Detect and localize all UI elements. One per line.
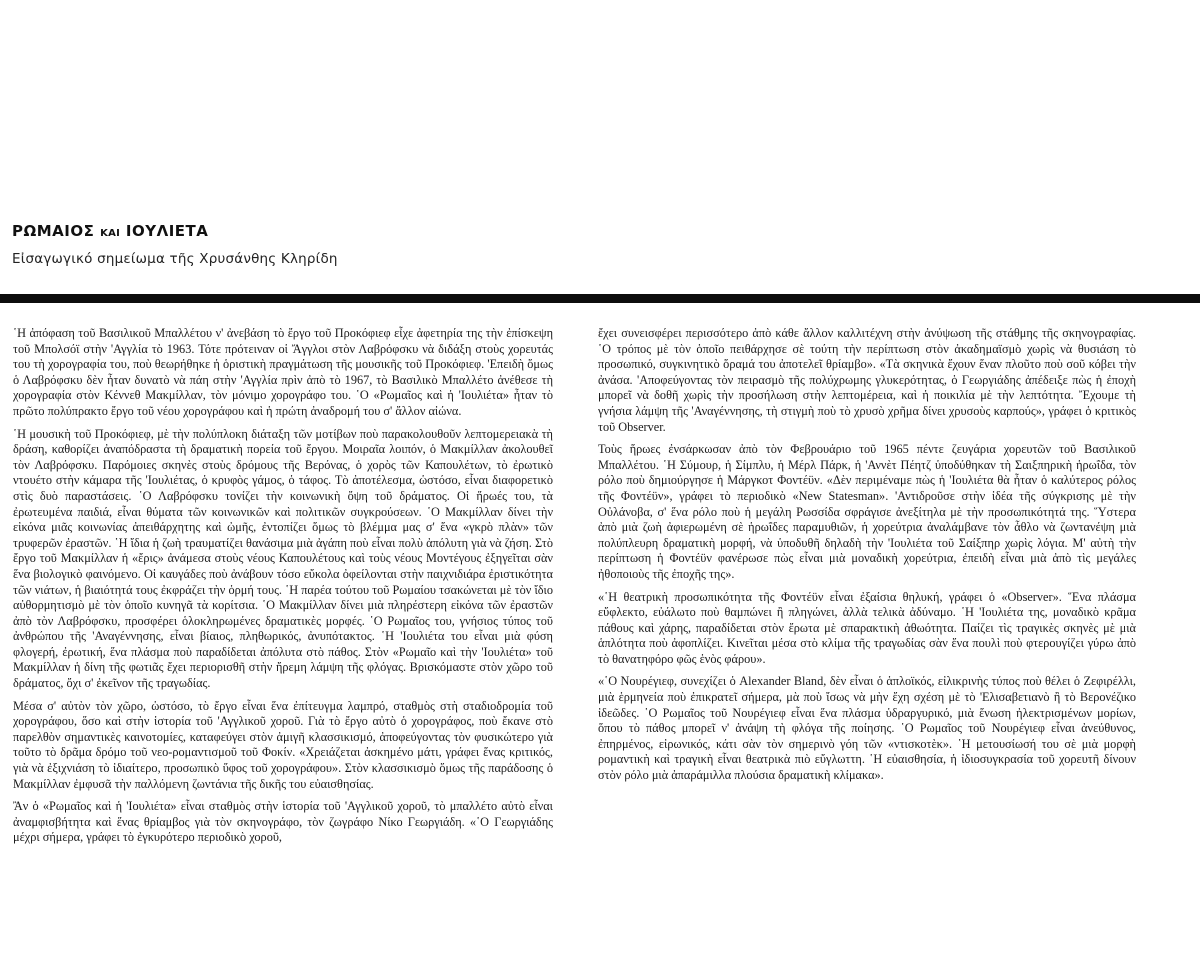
- paragraph: Τοὺς ἥρωες ἐνσάρκωσαν ἀπὸ τὸν Φεβρουάριο τοῦ 1965 πέντε ζευγάρια χορευτῶν τοῦ Βασιλικοῦ Μπαλλέτου. ῾Η Σύμουρ, ἡ Σίμπλυ, ἡ Μέρλ Πάρκ, ἡ 'Αννὲτ Πέητζ ὑποδύθηκαν τὴ Σαιξπηρικὴ ἡρωΐδα, τὸν ρόλο ποὺ δημιούργησε ἡ Μάργκοτ Φοντέϋν. «Δὲν περιμέναμε πὼς ἡ 'Ιουλιέτα θὰ ἦταν ὁ καλύτερος ρόλος τῆς Φοντέϋν», γράφει τὸ περιοδικὸ «New Statesman». 'Αντιδροῦσε στὴν ἰδέα τῆς σύγκρισης μὲ τὴν Οὐλάνοβα, σ' ἕνα ρόλο ποὺ ἡ μεγάλη Ρωσσίδα σφράγισε ἀνεξίτηλα μὲ τὴν προσωπικότητά της. Ὕστερα ἀπὸ μιὰ ζωὴ ἀφιερωμένη σὲ ἡρωΐδες παραμυθιῶν, ἡ χορεύτρια ἀναλάμβανε τὸν ἆθλο νὰ ζωντανέψη μιὰ πολύπλευρη δραματικὴ μορφή, νὰ ὑποδυθῆ δηλαδὴ τὴν 'Ιουλιέτα τοῦ Σαίξπηρ χωρὶς λόγια. Μ' αὐτὴ τὴν περίπτωση ἡ Φοντέϋν φανέρωσε πὼς εἶναι μιὰ μοναδικὴ χορεύτρια, ἐπειδὴ εἶναι μιὰ ἀπὸ τὶς μεγάλες ἠθοποιοὺς τῆς ἐποχῆς της».: [598, 442, 1136, 581]
- title-conjunction: ΚΑΙ: [100, 228, 121, 239]
- article-title: [12, 222, 338, 240]
- title-juliet: ΙΟΥΛΙΕΤΑ: [120, 222, 209, 240]
- paragraph: «῾Ο Νουρέγιεφ, συνεχίζει ὁ Alexander Bland, δὲν εἶναι ὁ ἁπλοϊκός, εἰλικρινὴς τύπος ποὺ θέλει ὁ Ζεφιρέλλι, μιὰ ἑρμηνεία ποὺ ἐπικρατεῖ σήμερα, μὰ ποὺ ἴσως νὰ μὴν ἔχη σχέση μὲ τὸ 'Ελισαβετιανὸ ἢ τὸ Βερονέζικο ἰδεῶδες. ῾Ο Ρωμαῖος τοῦ Νουρέγιεφ εἶναι ἕνα πλάσμα ὑδραργυρικό, μιὰ ἕνωση ἠλεκτρισμένων μορίων, ὅπου τὸ πάθος μπορεῖ ν' ἀνάψη τὴ φλόγα τῆς ποίησης. ῾Ο Ρωμαῖος τοῦ Νουρέγιεφ εἶναι ἀνεύθυνος, ἐπηρμένος, εἰρωνικός, κάτι σὰν τὸν σημερινὸ γόη τῶν «ντισκοτὲκ». ῾Η μετουσίωσή του σὲ μιὰ μορφὴ ρομαντικὴ καὶ τραγικὴ εἶναι θεατρικὰ πιὸ εὔγλωττη. ῾Η εὐαισθησία, ἡ ἰδιοσυγκρασία τοῦ χορευτῆ δίνουν στὸν ρόλο μιὰ ἀπαράμιλλα πλούσια δραματικὴ κλίμακα».: [598, 674, 1136, 783]
- paragraph: «῾Η θεατρικὴ προσωπικότητα τῆς Φοντέϋν εἶναι ἐξαίσια θηλυκή, γράφει ὁ «Observer». Ἕνα πλάσμα εὔφλεκτο, εὐάλωτο ποὺ θαμπώνει ἢ πληγώνει, ἀλλὰ τελικὰ ἀδύναμο. ῾Η 'Ιουλιέτα της, μοναδικὸ κρᾶμα πάθους καὶ χάρης, παραδίδεται στὸν ἔρωτα μὲ σπαρακτικὴ ἀθωότητα. Παίζει τὶς τραγικὲς σκηνὲς μὲ μιὰ ἁπλότητα ποὺ ἀφοπλίζει. Κινεῖται μέσα στὸ κλίμα τῆς τραγωδίας σὰν ἕνα πουλὶ ποὺ φτερουγίζει γύρω ἀπὸ τὸ θανατηφόρο φῶς ἑνὸς φάρου».: [598, 589, 1136, 666]
- paragraph: ῾Η ἀπόφαση τοῦ Βασιλικοῦ Μπαλλέτου ν' ἀνεβάση τὸ ἔργο τοῦ Προκόφιεφ εἶχε ἀφετηρία της τὴν ἐπίσκεψη τοῦ Μπολσόϊ στὴν 'Αγγλία τὸ 1963. Τότε πρότειναν οἱ Ἄγγλοι στὸν Λαβρόφσκυ νὰ διδάξη στοὺς χορευτάς του τὴ χορογραφία του, ποὺ θεωρήθηκε ἡ ὁριστικὴ πραγμάτωση τῆς μουσικῆς τοῦ Προκόφιεφ. 'Επειδὴ ὅμως ὁ Λαβρόφσκυ δὲν ἦταν δυνατὸ νὰ πάη στὴν 'Αγγλία πρὶν ἀπὸ τὸ 1967, τὸ Βασιλικὸ Μπαλλέτο ἀνέθεσε τὴ χορογραφία στὸν Κέννεθ Μακμίλλαν, τὸν μόνιμο χορογράφο του. ῾Ο «Ρωμαῖος καὶ ἡ 'Ιουλιέτα» ἦταν τὸ πρῶτο πολύπρακτο ἔργο τοῦ νέου χορογράφου καὶ ἡ πρώτη ἀναδρομή του σ' ἄλλον αἰώνα.: [13, 326, 553, 418]
- article-header: [12, 222, 338, 267]
- left-column: [13, 326, 553, 853]
- right-column: [598, 326, 1136, 791]
- article-subtitle: Εἰσαγωγικό σημείωμα τῆς Χρυσάνθης Κληρίδη: [12, 251, 338, 267]
- paragraph: Μέσα σ' αὐτὸν τὸν χῶρο, ὡστόσο, τὸ ἔργο εἶναι ἕνα ἐπίτευγμα λαμπρό, σταθμὸς στὴ σταδιοδρομία τοῦ χορογράφου, ὅσο καὶ στὴν ἱστορία τοῦ 'Αγγλικοῦ χοροῦ. Γιὰ τὸ ἔργο αὐτὸ ὁ χορογράφος, ποὺ ἔκανε στὸ παρελθὸν σημαντικὲς καινοτομίες, καταφεύγει στὸν ἀμιγῆ κλασσικισμό, ἀποφεύγοντας τὸν φυσικώτερο γιὰ τοῦτο τὸ δρᾶμα δρόμο τοῦ νεο-ρομαντισμοῦ τοῦ Φοκίν. «Χρειάζεται ἀσκημένο μάτι, γράφει ἕνας κριτικός, γιὰ νὰ ἐξιχνιάση τὸ ἰδιαίτερο, προσωπικὸ ὕφος τοῦ χορογράφου». Στὸν κλασσικισμὸ ὅμως τῆς παράδοσης ὁ Μακμίλλαν ἐμφυσᾶ τὴν παλλόμενη ζωντάνια τῆς δικῆς του εὐαισθησίας.: [13, 698, 553, 791]
- paragraph: Ἂν ὁ «Ρωμαῖος καὶ ἡ 'Ιουλιέτα» εἶναι σταθμὸς στὴν ἱστορία τοῦ 'Αγγλικοῦ χοροῦ, τὸ μπαλλέτο αὐτὸ εἶναι ἀναμφισβήτητα καὶ ἕνας θρίαμβος γιὰ τὸν σκηνογράφο, τὸν ζωγράφο Νίκο Γεωργιάδη. «῾Ο Γεωργιάδης μέχρι σήμερα, γράφει τὸ ἐγκυρότερο περιοδικὸ χοροῦ,: [13, 799, 553, 845]
- header-divider-rule: [0, 294, 1200, 303]
- paragraph: ἔχει συνεισφέρει περισσότερο ἀπὸ κάθε ἄλλον καλλιτέχνη στὴν ἀνύψωση τῆς στάθμης τῆς σκηνογραφίας. ῾Ο τρόπος μὲ τὸν ὁποῖο πειθάρχησε σὲ τούτη τὴν περίπτωση στὸν ἀκαδημαϊσμὸ χωρὶς νὰ θυσιάση τὸ προσωπικό, συγκινητικὸ ὅραμά του ἀποτελεῖ θρίαμβο». «Τὰ σκηνικὰ ἔχουν ἕναν πλοῦτο ποὺ σοῦ κόβει τὴν ἀνάσα. 'Αποφεύγοντας τὸν πειρασμὸ τῆς πολύχρωμης γλυκερότητας, ὁ Γεωργιάδης ἀπέδειξε πὼς ἡ ἐποχὴ μπορεῖ νὰ δοθῆ χωρὶς τὴν προσήλωση στὴν λεπτομέρεια, καὶ ἡ ποικιλία μὲ τὴν λεπτότητα. Ἔχουμε τὴ γνήσια λάμψη τῆς 'Αναγέννησης, τὴ στιγμὴ ποὺ τὸ χρυσὸ χρῆμα δίνει χρυσοὺς καρπούς», γράφει ὁ κριτικὸς τοῦ Observer.: [598, 326, 1136, 434]
- paragraph: ῾Η μουσικὴ τοῦ Προκόφιεφ, μὲ τὴν πολύπλοκη διάταξη τῶν μοτίβων ποὺ παρακολουθοῦν λεπτομερειακὰ τὴ δράση, καθορίζει ἀναπόδραστα τὴ δραματικὴ πορεία τοῦ ἔργου. Μοιραῖα λοιπόν, ὁ Μακμίλλαν ἀκολουθεῖ τὸν Λαβρόφσκυ. Παρόμοιες σκηνὲς στοὺς δρόμους τῆς Βερόνας, ὁ χορὸς τῶν Καπουλέτων, τὸ ἐρωτικὸ ντουέτο στὴν κάμαρα τῆς 'Ιουλιέτας, ὁ κρυφὸς γάμος, ὁ τάφος. Τὸ ἀποτέλεσμα, ὡστόσο, εἶναι διαφορετικὸ στὶς δυὸ παραστάσεις. ῾Ο Λαβρόφσκυ τονίζει τὴν κοινωνικὴ ὄψη τοῦ δράματος. Οἱ ἥρωές του, τὰ ἐρωτευμένα παιδιά, εἶναι θύματα τῶν κοινωνικῶν καὶ πολιτικῶν συγκρούσεων. ῾Ο Μακμίλλαν δίνει τὴν εἰκόνα μιᾶς κοινωνίας ἀπειθάρχητης καὶ ὠμῆς, ἐντοπίζει ὅμως τὸ βλέμμα μας σ' ἕνα «γκρὸ πλὰν» τῶν τρυφερῶν ἐραστῶν. ῾Η ἴδια ἡ ζωὴ τραυματίζει θανάσιμα μιὰ ἀγάπη ποὺ εἶναι πολὺ ἀπόλυτη γιὰ νὰ ζήση. Στὸ ἔργο τοῦ Μακμίλλαν ἡ «ἔρις» ἀνάμεσα στοὺς νέους Καπουλέτους καὶ τοὺς νέους Μοντέγους ἐξηγεῖται σὰν ἕνα βιολογικὸ φαινόμενο. Οἱ καυγάδες ποὺ ἀνάβουν τόσο εὔκολα ὀφείλονται στὴν παιχνιδιάρα ἐριστικότητα τῶν νιάτων, ἡ βιαιότητά τους ἐκφράζει τὴν ὁρμή τους. ῾Η παρέα τούτου τοῦ Ρωμαίου τσακώνεται μὲ τὸν ἴδιο αὐθορμητισμὸ μὲ τὸν ὁποῖο κυνηγᾶ τὰ κορίτσια. ῾Ο Μακμίλλαν δίνει μιὰ πληρέστερη εἰκόνα τῶν ἐραστῶν ἀπὸ τὸν Λαβρόφσκυ, προσφέρει ὁλοκληρωμένες δραματικὲς μορφές. ῾Ο Ρωμαῖος του, γνήσιος τύπος τοῦ ἀνθρώπου τῆς 'Αναγέννησης, εἶναι βίαιος, πληθωρικός, ἀνυπότακτος. ῾Η 'Ιουλιέτα του εἶναι μιὰ φύση φλογερή, ἐρωτική, ἕνα πλάσμα ποὺ παραδίδεται ἀπόλυτα στὸ πάθος. Στὸν «Ρωμαῖο καὶ τὴν 'Ιουλιέτα» τοῦ Μακμίλλαν ἡ δίνη τῆς φωτιᾶς ἔχει περιορισθῆ στὴν ἤρεμη λάμψη τῆς φλόγας. Βρισκόμαστε στὸν χῶρο τοῦ δράματος, ὄχι σ' ἐκεῖνον τῆς τραγωδίας.: [13, 426, 553, 691]
- title-romeo: ΡΩΜΑΙΟΣ: [12, 222, 101, 240]
